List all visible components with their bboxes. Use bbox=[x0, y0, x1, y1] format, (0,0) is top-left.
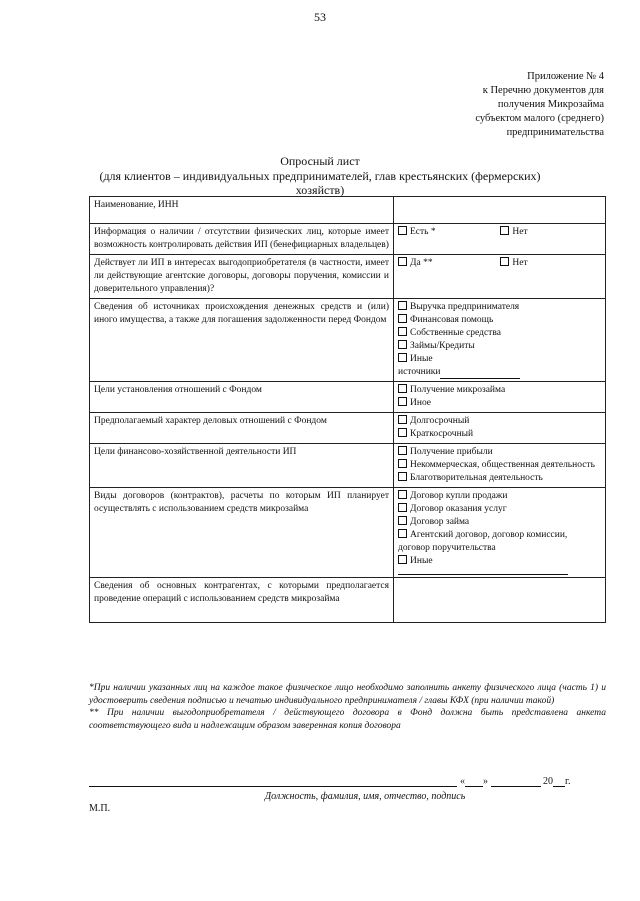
option-label: Некоммерческая, общественная деятельность bbox=[410, 460, 595, 470]
checkbox[interactable] bbox=[398, 327, 407, 336]
table-row bbox=[90, 224, 606, 255]
checkbox[interactable] bbox=[398, 384, 407, 393]
option-label: Иное bbox=[410, 398, 432, 408]
title-block bbox=[80, 154, 560, 198]
table-row bbox=[90, 444, 606, 488]
option-label: Договор займа bbox=[410, 517, 470, 527]
option-label: Иные bbox=[410, 556, 433, 566]
checkbox[interactable] bbox=[398, 472, 407, 481]
option-label: Нет bbox=[512, 258, 528, 268]
table-row bbox=[90, 197, 606, 224]
option-label: Есть * bbox=[410, 227, 436, 237]
checkbox[interactable] bbox=[398, 490, 407, 499]
option-label: Иные bbox=[410, 354, 433, 364]
month-blank[interactable] bbox=[491, 776, 541, 787]
question-cell: Сведения об источниках происхождения денежных средств и (или) иного имущества, а также для погашения задолженности перед Фондом bbox=[90, 299, 394, 382]
appendix-line: предпринимательства bbox=[506, 127, 604, 138]
question-cell: Наименование, ИНН bbox=[90, 197, 394, 224]
checkbox[interactable] bbox=[398, 257, 407, 266]
survey-table bbox=[89, 196, 606, 623]
option-label: Финансовая помощь bbox=[410, 315, 494, 325]
checkbox[interactable] bbox=[398, 314, 407, 323]
date-open-quote: « bbox=[460, 776, 465, 787]
checkbox[interactable] bbox=[500, 257, 509, 266]
option-label: Благотворительная деятельность bbox=[410, 473, 543, 483]
answer-cell[interactable] bbox=[394, 578, 606, 623]
answer-cell bbox=[394, 413, 606, 444]
answer-cell bbox=[394, 488, 606, 578]
date-field[interactable] bbox=[460, 776, 570, 787]
option-label: Да ** bbox=[410, 258, 433, 268]
table-row bbox=[90, 299, 606, 382]
checkbox[interactable] bbox=[398, 353, 407, 362]
checkbox[interactable] bbox=[398, 516, 407, 525]
option-label: источники bbox=[398, 367, 441, 377]
footnotes bbox=[89, 682, 606, 732]
date-close-quote: » bbox=[483, 776, 488, 787]
option-label: Получение микрозайма bbox=[410, 385, 506, 395]
checkbox[interactable] bbox=[398, 529, 407, 538]
table-row bbox=[90, 578, 606, 623]
footnote: ** При наличии выгодоприобретателя / действующего договора в Фонд должна быть представлена анкета соответствующего вида и надлежащим образом заверенная копия договора bbox=[89, 708, 606, 731]
answer-cell bbox=[394, 255, 606, 299]
year-prefix: 20 bbox=[543, 776, 553, 787]
document-subtitle: (для клиентов – индивидуальных предпринимателей, глав крестьянских (фермерских) хозяйств) bbox=[99, 168, 541, 197]
year-blank[interactable] bbox=[553, 776, 565, 787]
appendix-line: Приложение № 4 bbox=[527, 71, 604, 82]
question-cell: Действует ли ИП в интересах выгодоприобретателя (в частности, имеет ли действующие агентские договоры, договоры поручения, комиссии и доверительного управления)? bbox=[90, 255, 394, 299]
signature-caption: Должность, фамилия, имя, отчество, подпись bbox=[264, 791, 466, 802]
option-label: Получение прибыли bbox=[410, 447, 493, 457]
checkbox[interactable] bbox=[398, 555, 407, 564]
answer-cell bbox=[394, 224, 606, 255]
table-row bbox=[90, 382, 606, 413]
stamp-label: М.П. bbox=[89, 803, 111, 814]
answer-cell[interactable] bbox=[394, 197, 606, 224]
option-label: Долгосрочный bbox=[410, 416, 470, 426]
question-cell: Предполагаемый характер деловых отношений с Фондом bbox=[90, 413, 394, 444]
option-label: Нет bbox=[512, 227, 528, 237]
page-number: 53 bbox=[314, 10, 326, 24]
appendix-line: к Перечню документов для bbox=[482, 85, 604, 96]
appendix-header bbox=[475, 70, 604, 140]
option-label: Займы/Кредиты bbox=[410, 341, 475, 351]
checkbox[interactable] bbox=[398, 397, 407, 406]
checkbox[interactable] bbox=[398, 446, 407, 455]
question-cell: Цели установления отношений с Фондом bbox=[90, 382, 394, 413]
option-label: Агентский договор, договор комиссии, договор поручительства bbox=[398, 530, 568, 553]
answer-cell bbox=[394, 444, 606, 488]
question-cell: Сведения об основных контрагентах, с которыми предполагается проведение операций с использованием средств микрозайма bbox=[90, 578, 394, 623]
appendix-line: получения Микрозайма bbox=[497, 99, 604, 110]
checkbox[interactable] bbox=[398, 459, 407, 468]
option-label: Договор оказания услуг bbox=[410, 504, 507, 514]
checkbox[interactable] bbox=[398, 428, 407, 437]
question-cell: Информация о наличии / отсутствии физических лиц, которые имеет возможность контролировать действия ИП (бенефициарных владельцев) bbox=[90, 224, 394, 255]
option-label: Краткосрочный bbox=[410, 429, 474, 439]
option-label: Собственные средства bbox=[410, 328, 501, 338]
option-label: Выручка предпринимателя bbox=[410, 302, 520, 312]
checkbox[interactable] bbox=[398, 301, 407, 310]
question-cell: Виды договоров (контрактов), расчеты по которым ИП планирует осуществлять с использованием средств микрозайма bbox=[90, 488, 394, 578]
fill-in-line[interactable] bbox=[398, 568, 568, 575]
table-row bbox=[90, 413, 606, 444]
checkbox[interactable] bbox=[398, 415, 407, 424]
day-blank[interactable] bbox=[465, 776, 483, 787]
table-row bbox=[90, 488, 606, 578]
answer-cell bbox=[394, 382, 606, 413]
appendix-line: субъектом малого (среднего) bbox=[475, 113, 604, 124]
signature-line[interactable] bbox=[89, 786, 457, 787]
question-cell: Цели финансово-хозяйственной деятельности ИП bbox=[90, 444, 394, 488]
option-label: Договор купли продажи bbox=[410, 491, 508, 501]
table-row bbox=[90, 255, 606, 299]
footnote: *При наличии указанных лиц на каждое такое физическое лицо необходимо заполнить анкету физического лица (часть 1) и удостоверить сведения подписью и печатью индивидуального предпринимателя / главы КФХ (при наличии такой) bbox=[89, 683, 606, 706]
answer-cell bbox=[394, 299, 606, 382]
year-suffix: г. bbox=[565, 776, 571, 787]
checkbox[interactable] bbox=[398, 503, 407, 512]
checkbox[interactable] bbox=[500, 226, 509, 235]
document-title: Опросный лист bbox=[280, 154, 360, 168]
checkbox[interactable] bbox=[398, 226, 407, 235]
checkbox[interactable] bbox=[398, 340, 407, 349]
fill-in-line[interactable] bbox=[440, 369, 520, 379]
